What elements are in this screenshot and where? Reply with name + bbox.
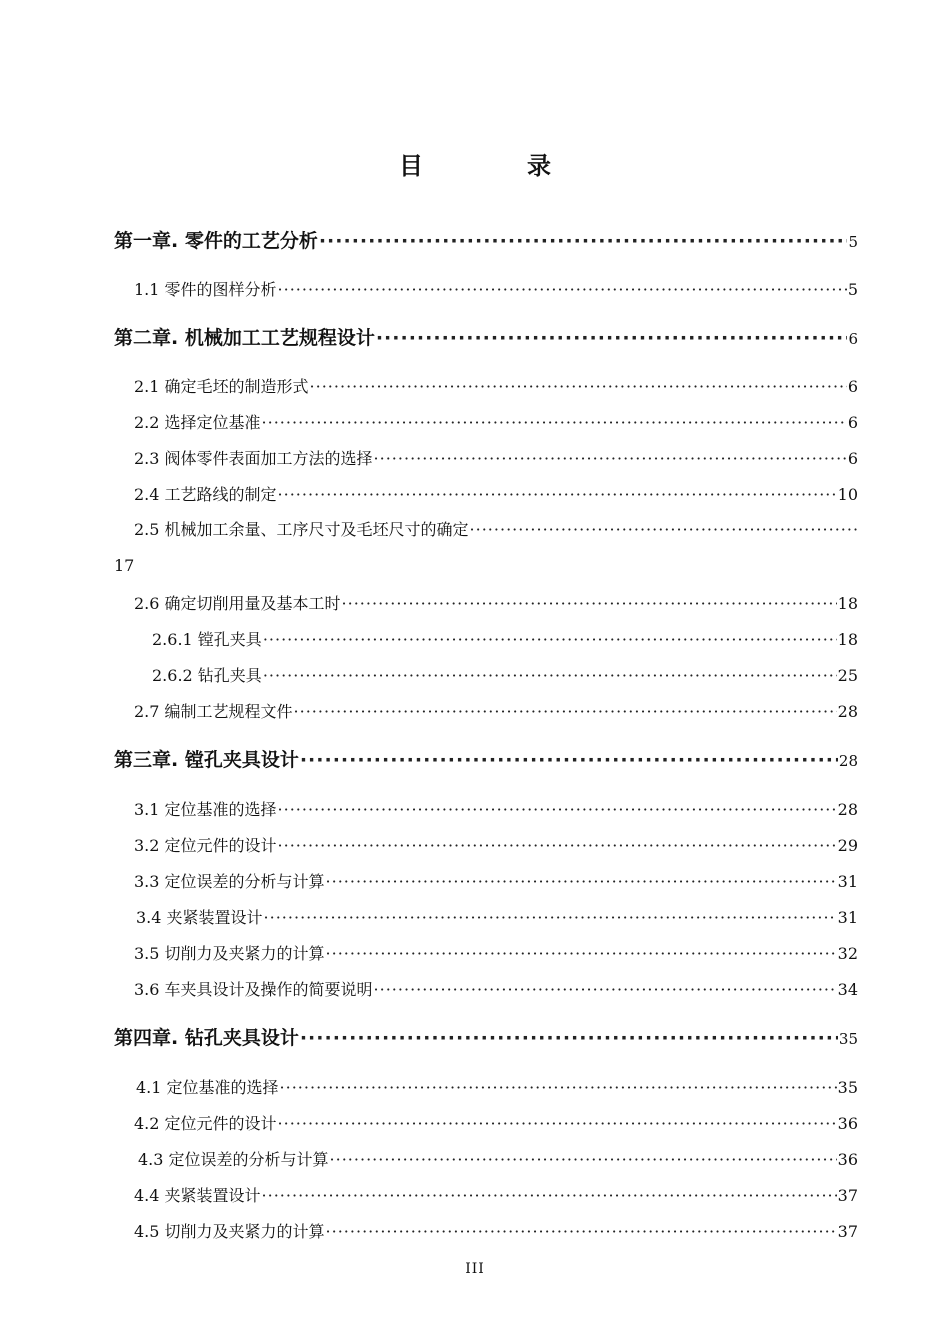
dot-leader [326,872,837,891]
dot-leader [294,702,837,721]
page-title: 目 录 [399,152,591,180]
toc-entry-label: 2.7 编制工艺规程文件 [134,702,293,721]
toc-entry-page: 5 [847,280,858,299]
toc-entry[interactable] [134,482,858,505]
toc-entry[interactable] [134,797,858,820]
dot-leader [278,280,847,299]
toc-entry-label: 4.1 定位基准的选择 [136,1078,279,1097]
dot-leader [278,800,837,819]
toc-entry-page: 31 [837,872,858,891]
dot-leader [342,594,837,613]
toc-entry-page: 6 [848,330,858,348]
toc-entry-label: 4.5 切削力及夹紧力的计算 [134,1222,325,1241]
toc-entry-page: 28 [837,800,858,819]
toc-entry-page: 36 [837,1114,858,1133]
toc-entry-label: 1.1 零件的图样分析 [134,280,277,299]
dot-leader [326,1222,837,1241]
toc-entry-page: 28 [837,702,858,721]
toc-entry-label: 2.6.2 钻孔夹具 [152,666,262,685]
toc-entry-label: 4.3 定位误差的分析与计算 [138,1150,329,1169]
toc-entry[interactable] [134,410,858,433]
toc-entry-page: 36 [837,1150,858,1169]
dot-leader [376,327,848,349]
toc-entry-label: 3.4 夹紧装置设计 [136,908,263,927]
toc-entry[interactable] [138,1147,858,1170]
dot-leader [262,1186,837,1205]
toc-entry-label: 2.4 工艺路线的制定 [134,485,277,504]
toc-entry[interactable] [134,277,858,300]
toc-entry-page: 35 [837,1078,858,1097]
dot-leader [300,749,838,771]
toc-entry-page: 18 [837,630,858,649]
toc-entry[interactable] [114,1023,858,1050]
toc-entry-page: 6 [847,449,858,468]
toc-entry-page: 37 [837,1186,858,1205]
toc-entry-page: 25 [837,666,858,685]
toc-entry-label: 4.4 夹紧装置设计 [134,1186,261,1205]
toc-entry-page: 6 [847,413,858,432]
dot-leader [263,666,837,685]
toc-entry-page: 29 [837,836,858,855]
toc-entry-label: 2.5 机械加工余量、工序尺寸及毛坯尺寸的确定 [134,520,469,539]
toc-entry[interactable] [152,663,858,686]
toc-entry-label: 3.3 定位误差的分析与计算 [134,872,325,891]
dot-leader [300,1027,838,1049]
toc-entry[interactable] [114,323,858,350]
toc-entry[interactable] [134,1183,858,1206]
toc-entry-label: 2.3 阀体零件表面加工方法的选择 [134,449,373,468]
toc-entry-page: 17 [114,556,135,575]
toc-entry[interactable] [152,627,858,650]
dot-leader [470,520,857,539]
dot-leader [278,1114,837,1133]
toc-entry[interactable] [134,446,858,469]
dot-leader [374,980,837,999]
toc-entry-page: 34 [837,980,858,999]
toc-entry-label: 3.5 切削力及夹紧力的计算 [134,944,325,963]
toc-entry-page: 37 [837,1222,858,1241]
dot-leader [264,908,837,927]
toc-entry[interactable] [134,591,858,614]
toc-entry-page: 32 [837,944,858,963]
toc-entry[interactable] [134,1219,858,1242]
page-number-footer: III [465,1261,485,1277]
toc-entry[interactable] [134,374,858,397]
dot-leader [263,630,837,649]
dot-leader [319,230,848,252]
dot-leader [262,413,847,432]
dot-leader [310,377,847,396]
toc-entry[interactable] [134,1111,858,1134]
toc-entry-page: 6 [847,377,858,396]
toc-entry-label: 3.2 定位元件的设计 [134,836,277,855]
toc-entry-label: 2.6.1 镗孔夹具 [152,630,262,649]
toc-entry[interactable] [134,941,858,964]
dot-leader [330,1150,837,1169]
toc-entry-page: 35 [838,1030,858,1048]
toc-entry-page: 10 [837,485,858,504]
toc-entry[interactable] [136,905,858,928]
toc-entry[interactable] [114,226,858,253]
dot-leader [326,944,837,963]
toc-entry-label: 3.1 定位基准的选择 [134,800,277,819]
toc-entry[interactable] [134,699,858,722]
toc-entry-label: 4.2 定位元件的设计 [134,1114,277,1133]
dot-leader [278,485,837,504]
toc-entry[interactable] [134,833,858,856]
dot-leader [374,449,847,468]
toc-entry-label: 3.6 车夹具设计及操作的简要说明 [134,980,373,999]
toc-entry[interactable] [136,1075,858,1098]
dot-leader [280,1078,837,1097]
toc-entry-page: 28 [838,752,858,770]
toc-entry-page: 31 [837,908,858,927]
toc-entry-label: 第三章. 镗孔夹具设计 [114,749,299,771]
dot-leader [278,836,837,855]
toc-entry-label: 第四章. 钻孔夹具设计 [114,1027,299,1049]
toc-entry[interactable] [114,745,858,772]
toc-entry[interactable] [134,517,858,540]
toc-entry[interactable] [134,869,858,892]
toc-entry-label: 第一章. 零件的工艺分析 [114,230,318,252]
toc-entry-label: 2.2 选择定位基准 [134,413,261,432]
toc-entry[interactable] [134,977,858,1000]
toc-entry-page: 18 [837,594,858,613]
toc-entry-label: 2.6 确定切削用量及基本工时 [134,594,341,613]
toc-entry-label: 第二章. 机械加工工艺规程设计 [114,327,375,349]
toc-entry-page: 5 [848,233,858,251]
toc-entry-label: 2.1 确定毛坯的制造形式 [134,377,309,396]
